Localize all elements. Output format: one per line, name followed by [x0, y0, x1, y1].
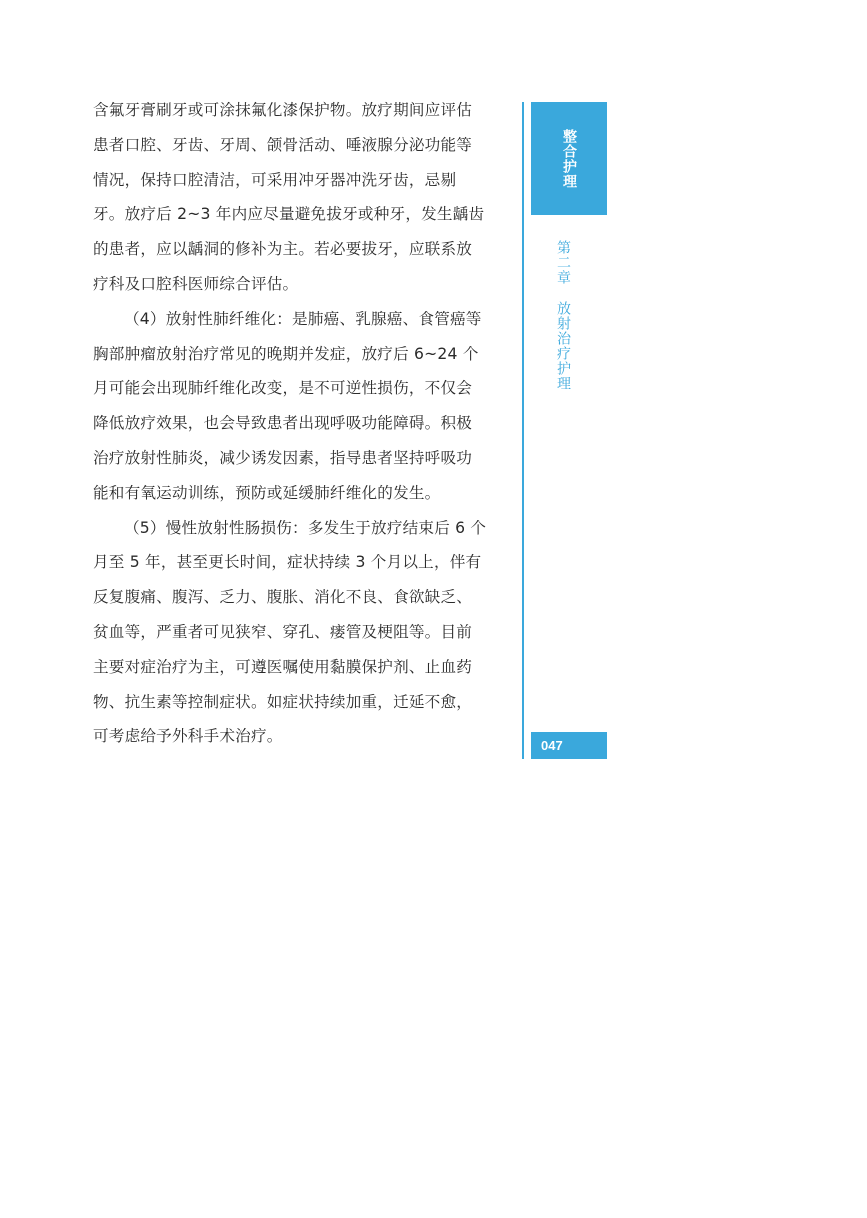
paragraph-line: 主要对症治疗为主，可遵医嘱使用黏膜保护剂、止血药: [93, 657, 473, 676]
paragraph-line: 的患者，应以龋洞的修补为主。若必要拔牙，应联系放: [93, 240, 473, 259]
chapter-number: 第二章: [555, 240, 571, 285]
body-text: [93, 93, 499, 754]
paragraph-line: 患者口腔、牙齿、牙周、颌骨活动、唾液腺分泌功能等: [93, 135, 473, 154]
paragraph-line: 月至 5 年，甚至更长时间，症状持续 3 个月以上，伴有: [93, 553, 482, 572]
chapter-heading: [556, 240, 570, 391]
section-tab: [531, 102, 607, 215]
paragraph-line: 牙。放疗后 2~3 年内应尽量避免拔牙或种牙，发生龋齿: [93, 205, 485, 224]
paragraph-line: 物、抗生素等控制症状。如症状持续加重，迁延不愈，: [93, 692, 473, 711]
paragraph-line: 情况，保持口腔清洁，可采用冲牙器冲洗牙齿，忌剔: [93, 170, 457, 189]
paragraph-line: 含氟牙膏刷牙或可涂抹氟化漆保护物。放疗期间应评估: [93, 101, 473, 119]
paragraph-line: （5）慢性放射性肠损伤：多发生于放疗结束后 6 个: [124, 518, 487, 537]
paragraph-line: 能和有氧运动训练，预防或延缓肺纤维化的发生。: [93, 483, 441, 502]
paragraph-line: 月可能会出现肺纤维化改变，是不可逆性损伤，不仅会: [93, 379, 473, 398]
page-number: 047: [531, 732, 607, 759]
sidebar-divider: [522, 102, 524, 759]
paragraph-line: 胸部肿瘤放射治疗常见的晚期并发症，放疗后 6~24 个: [93, 344, 479, 363]
section-label: 整合护理: [561, 128, 577, 189]
paragraph-line: 可考虑给予外科手术治疗。: [93, 727, 283, 746]
paragraph-line: （4）放射性肺纤维化：是肺癌、乳腺癌、食管癌等: [124, 309, 482, 328]
chapter-title: 放射治疗护理: [555, 301, 571, 391]
paragraph-line: 反复腹痛、腹泻、乏力、腹胀、消化不良、食欲缺乏、: [93, 588, 473, 607]
paragraph-line: 贫血等，严重者可见狭窄、穿孔、瘘管及梗阻等。目前: [93, 622, 473, 641]
paragraph-line: 疗科及口腔科医师综合评估。: [93, 274, 299, 293]
paragraph-line: 降低放疗效果，也会导致患者出现呼吸功能障碍。积极: [93, 414, 473, 433]
paragraph-line: 治疗放射性肺炎，减少诱发因素，指导患者坚持呼吸功: [93, 448, 473, 467]
